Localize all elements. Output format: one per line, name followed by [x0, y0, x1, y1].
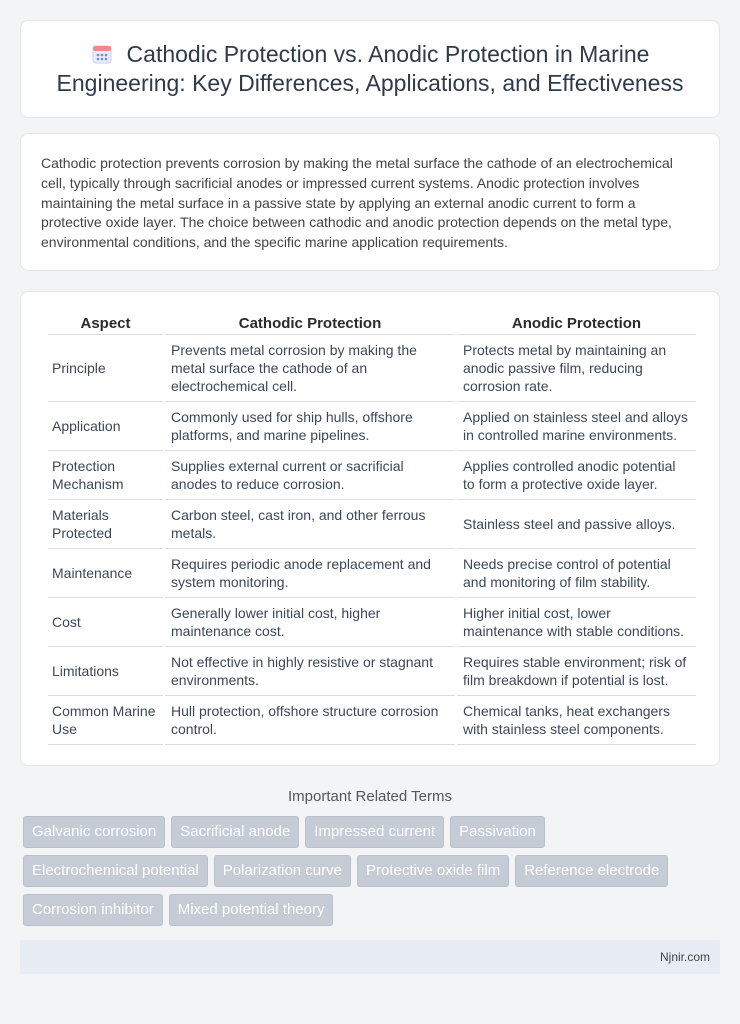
related-term-tag[interactable]: Sacrificial anode: [171, 816, 299, 848]
table-body: [48, 335, 696, 745]
related-term-tag[interactable]: Reference electrode: [515, 855, 668, 887]
related-terms-list: [20, 816, 720, 926]
cell-aspect: Cost: [48, 598, 163, 647]
cell-aspect: Common Marine Use: [48, 696, 163, 745]
page-title-text: Cathodic Protection vs. Anodic Protection in Marine Engineering: Key Differences, Applications, and Effectiveness: [56, 41, 684, 96]
cell-anodic: Higher initial cost, lower maintenance with stable conditions.: [457, 598, 696, 647]
table-row: [48, 500, 696, 549]
page-title: [41, 40, 699, 98]
cell-cathodic: Hull protection, offshore structure corrosion control.: [165, 696, 455, 745]
table-row: [48, 402, 696, 451]
cell-aspect: Materials Protected: [48, 500, 163, 549]
cell-aspect: Limitations: [48, 647, 163, 696]
table-header-row: [48, 312, 696, 335]
cell-cathodic: Prevents metal corrosion by making the metal surface the cathode of an electrochemical cell.: [165, 335, 455, 402]
related-term-tag[interactable]: Passivation: [450, 816, 545, 848]
comparison-table-card: [20, 291, 720, 766]
cell-aspect: Application: [48, 402, 163, 451]
cell-aspect: Principle: [48, 335, 163, 402]
table-row: [48, 696, 696, 745]
cell-cathodic: Carbon steel, cast iron, and other ferrous metals.: [165, 500, 455, 549]
cell-aspect: Maintenance: [48, 549, 163, 598]
cell-anodic: Requires stable environment; risk of film breakdown if potential is lost.: [457, 647, 696, 696]
header-anodic: Anodic Protection: [457, 312, 696, 335]
related-term-tag[interactable]: Protective oxide film: [357, 855, 509, 887]
table-row: [48, 598, 696, 647]
intro-card: [20, 133, 720, 271]
table-row: [48, 647, 696, 696]
cell-cathodic: Generally lower initial cost, higher maintenance cost.: [165, 598, 455, 647]
cell-cathodic: Supplies external current or sacrificial anodes to reduce corrosion.: [165, 451, 455, 500]
cell-anodic: Protects metal by maintaining an anodic passive film, reducing corrosion rate.: [457, 335, 696, 402]
table-row: [48, 335, 696, 402]
cell-anodic: Needs precise control of potential and monitoring of film stability.: [457, 549, 696, 598]
related-term-tag[interactable]: Electrochemical potential: [23, 855, 208, 887]
footer-site: Njnir.com: [659, 950, 710, 964]
comparison-table: [46, 312, 698, 745]
related-term-tag[interactable]: Mixed potential theory: [169, 894, 334, 926]
table-row: [48, 549, 696, 598]
cell-cathodic: Requires periodic anode replacement and system monitoring.: [165, 549, 455, 598]
cell-anodic: Applies controlled anodic potential to form a protective oxide layer.: [457, 451, 696, 500]
header-cathodic: Cathodic Protection: [165, 312, 455, 335]
cell-anodic: Stainless steel and passive alloys.: [457, 500, 696, 549]
title-card: [20, 20, 720, 118]
related-term-tag[interactable]: Impressed current: [305, 816, 444, 848]
header-aspect: Aspect: [48, 312, 163, 335]
table-row: [48, 451, 696, 500]
cell-anodic: Applied on stainless steel and alloys in controlled marine environments.: [457, 402, 696, 451]
intro-paragraph: Cathodic protection prevents corrosion by making the metal surface the cathode of an electrochemical cell, typically through sacrificial anodes or impressed current systems. Anodic protection involves maintaining the metal surface in a passive state by applying an external anodic current to form a protective oxide layer. The choice between cathodic and anodic protection depends on the metal type, environmental conditions, and the specific marine application requirements.: [41, 155, 673, 251]
calendar-icon: [91, 43, 113, 65]
cell-anodic: Chemical tanks, heat exchangers with stainless steel components.: [457, 696, 696, 745]
cell-cathodic: Commonly used for ship hulls, offshore platforms, and marine pipelines.: [165, 402, 455, 451]
cell-aspect: Protection Mechanism: [48, 451, 163, 500]
related-term-tag[interactable]: Polarization curve: [214, 855, 351, 887]
footer: [20, 940, 720, 974]
cell-cathodic: Not effective in highly resistive or stagnant environments.: [165, 647, 455, 696]
related-term-tag[interactable]: Galvanic corrosion: [23, 816, 165, 848]
related-term-tag[interactable]: Corrosion inhibitor: [23, 894, 163, 926]
related-terms-title: Important Related Terms: [288, 788, 452, 805]
